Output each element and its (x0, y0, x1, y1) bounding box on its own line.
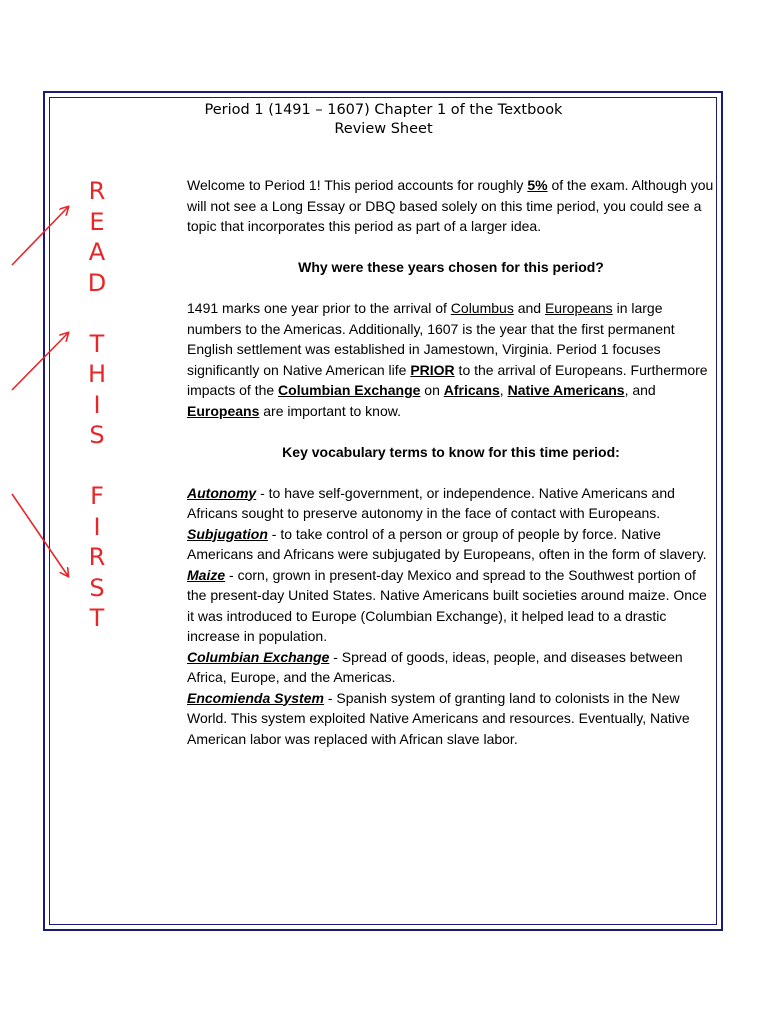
vocab-definition: - Spread of goods, ideas, people, and diseases between Africa, Europe, and the Americas. (187, 648, 683, 685)
para-text: in large numbers to the Americas. Additionally, 1607 is the year that the first permanent English settlement was established in Jamestown, Virginia. Period 1 focuses significantly on Native American life (187, 300, 675, 378)
vertical-letter: E (89, 207, 105, 236)
intro-paragraph (187, 175, 715, 237)
vertical-letter: I (93, 512, 101, 541)
term-prior: PRIOR (410, 361, 455, 378)
vocab-entry (187, 524, 715, 565)
vocab-definition: - Spanish system of granting land to colonists in the New World. This system exploited Native Americans and resources. Eventually, Native American labor was replaced with African slave labor. (187, 689, 690, 747)
vertical-letter: T (89, 329, 105, 358)
term-columbian-exchange: Columbian Exchange (278, 382, 421, 398)
vertical-letter: H (87, 360, 107, 388)
term-africans: Africans (443, 382, 500, 398)
para-text: are important to know. (259, 402, 401, 419)
vertical-letter: R (88, 177, 106, 205)
intro-text-2: of the exam. Although you will not see a Long Essay or DBQ based solely on this time period, you could see a topic that incorporates this period as part of a larger idea. (187, 177, 714, 234)
vocab-entry (187, 688, 715, 750)
vocab-term: Encomienda System (187, 689, 324, 706)
vertical-letter: F (90, 482, 104, 510)
term-columbus: Columbus (450, 300, 514, 316)
vertical-letter: S (89, 573, 105, 602)
term-europeans: Europeans (544, 300, 613, 316)
para-text: on (420, 382, 444, 398)
para-text: to the arrival of Europeans. Furthermore impacts of the (187, 361, 708, 398)
vertical-letter: D (87, 268, 107, 297)
para-text: and (513, 300, 545, 316)
term-europeans-bold: Europeans (187, 402, 260, 419)
vertical-letter: T (89, 604, 105, 632)
section-heading-vocab: Key vocabulary terms to know for this time period: (282, 443, 620, 460)
vocab-term: Maize (187, 566, 226, 583)
vocab-entry (187, 647, 715, 688)
vertical-letter: S (89, 421, 105, 449)
vocab-entry (187, 565, 715, 647)
document-body (187, 175, 715, 749)
vertical-letter: A (88, 238, 106, 266)
vocab-definition: - to have self-government, or independence. Native Americans and Africans sought to preserve autonomy in the face of contact with Europeans. (187, 484, 675, 521)
vocab-definition: - to take control of a person or group of people by force. Native Americans and Africans were subjugated by Europeans, often in the form of slavery. (187, 525, 707, 562)
vertical-letter: R (88, 543, 106, 571)
para-text: 1491 marks one year prior to the arrival of (187, 300, 451, 316)
years-paragraph (187, 298, 715, 421)
para-text: , (499, 382, 508, 398)
intro-text: Welcome to Period 1! This period accounts for roughly (187, 177, 528, 193)
vertical-letter: I (93, 390, 101, 419)
vocab-definition: - corn, grown in present-day Mexico and spread to the Southwest portion of the present-day United States. Native Americans built societies around maize. Once it was introduced to Europe (Columbian Exchange), it helped lead to a drastic increase in population. (187, 566, 707, 644)
exam-percent: 5% (527, 177, 548, 193)
vocab-term: Subjugation (187, 525, 268, 542)
arrow-icon (12, 333, 68, 390)
para-text: , and (624, 382, 656, 398)
title-line-1: Period 1 (1491 – 1607) Chapter 1 of the Textbook (204, 102, 563, 118)
vocab-term: Columbian Exchange (187, 648, 330, 665)
vocab-entry (187, 483, 715, 524)
arrow-icon (12, 207, 68, 265)
arrow-icon (12, 494, 68, 576)
title-line-2: Review Sheet (334, 121, 433, 137)
term-native-americans: Native Americans (507, 382, 625, 398)
vocab-term: Autonomy (187, 484, 257, 501)
section-heading-years: Why were these years chosen for this period? (298, 259, 604, 275)
